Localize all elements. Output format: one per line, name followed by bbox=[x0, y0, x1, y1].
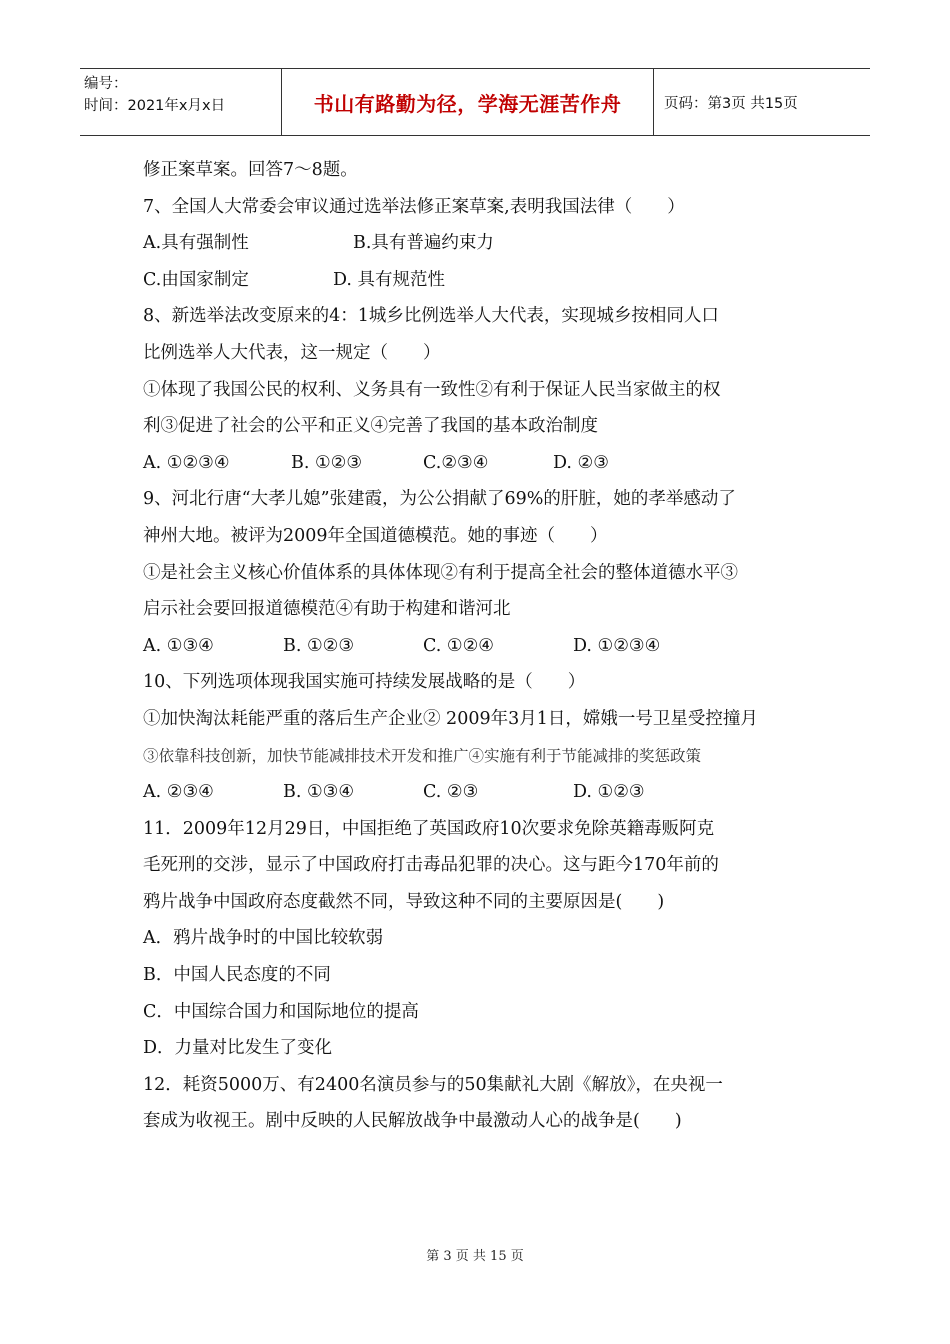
text-line: 毛死刑的交涉，显示了中国政府打击毒品犯罪的决心。这与距今170年前的 bbox=[143, 855, 719, 876]
option-item: C.由国家制定 bbox=[143, 269, 249, 290]
option-item: C.②③④ bbox=[423, 452, 489, 473]
options-line bbox=[143, 628, 813, 665]
options-line bbox=[143, 225, 813, 262]
option-item: A. ①②③④ bbox=[143, 452, 230, 473]
document-body bbox=[143, 152, 813, 1140]
option-item: D. ①②③④ bbox=[573, 635, 661, 656]
text-line: 鸦片战争中国政府态度截然不同，导致这种不同的主要原因是( ) bbox=[143, 891, 665, 912]
text-line: 神州大地。被评为2009年全国道德模范。她的事迹（ ） bbox=[143, 525, 608, 546]
text-line: 10、下列选项体现我国实施可持续发展战略的是（ ） bbox=[143, 672, 586, 693]
page-header-table bbox=[80, 68, 870, 136]
header-page-info: 页码：第3页 共15页 bbox=[664, 95, 798, 112]
doc-code-label: 编号： bbox=[84, 76, 128, 92]
option-item: A. ①③④ bbox=[143, 635, 214, 656]
text-line: 启示社会要回报道德模范④有助于构建和谐河北 bbox=[143, 599, 511, 620]
doc-time-label: 时间：2021年x月x日 bbox=[84, 98, 226, 114]
text-line: 8、新选举法改变原来的4：1城乡比例选举人大代表，实现城乡按相同人口 bbox=[143, 306, 719, 327]
option-item: C. ②③ bbox=[423, 782, 479, 803]
text-line: C．中国综合国力和国际地位的提高 bbox=[143, 1001, 419, 1022]
page-footer: 第 3 页 共 15 页 bbox=[426, 1249, 524, 1264]
option-item: D. ②③ bbox=[553, 452, 609, 473]
text-line: 利③促进了社会的公平和正义④完善了我国的基本政治制度 bbox=[143, 416, 598, 437]
option-item: B. ①②③ bbox=[291, 452, 363, 473]
options-line bbox=[143, 262, 813, 299]
options-line bbox=[143, 774, 813, 811]
option-item: C. ①②④ bbox=[423, 635, 494, 656]
header-motto: 书山有路勤为径，学海无涯苦作舟 bbox=[282, 69, 654, 135]
text-line: ①体现了我国公民的权利、义务具有一致性②有利于保证人民当家做主的权 bbox=[143, 379, 721, 400]
option-item: D. ①②③ bbox=[573, 782, 645, 803]
option-item: B. ①②③ bbox=[283, 635, 355, 656]
text-line: ③依靠科技创新，加快节能减排技术开发和推广④实施有利于节能减排的奖惩政策 bbox=[143, 746, 702, 765]
text-line: ①是社会主义核心价值体系的具体体现②有利于提高全社会的整体道德水平③ bbox=[143, 562, 738, 583]
text-line: ①加快淘汰耗能严重的落后生产企业② 2009年3月1日，嫦娥一号卫星受控撞月 bbox=[143, 708, 758, 729]
text-line: 套成为收视王。剧中反映的人民解放战争中最激动人心的战争是( ) bbox=[143, 1111, 682, 1132]
option-item: B.具有普遍约束力 bbox=[353, 233, 494, 254]
text-line: 比例选举人大代表，这一规定（ ） bbox=[143, 342, 441, 363]
option-item: B. ①③④ bbox=[283, 782, 355, 803]
text-line: D．力量对比发生了变化 bbox=[143, 1038, 333, 1059]
text-line: 9、河北行唐“大孝儿媳”张建霞，为公公捐献了69%的肝脏，她的孝举感动了 bbox=[143, 489, 736, 510]
header-meta-cell bbox=[80, 69, 282, 135]
text-line: 7、全国人大常委会审议通过选举法修正案草案,表明我国法律（ ） bbox=[143, 196, 685, 217]
option-item: D. 具有规范性 bbox=[333, 269, 446, 290]
option-item: A.具有强制性 bbox=[143, 233, 249, 254]
text-line: 12．耗资5000万、有2400名演员参与的50集献礼大剧《解放》，在央视一 bbox=[143, 1074, 723, 1095]
text-line: 11．2009年12月29日，中国拒绝了英国政府10次要求免除英籍毒贩阿克 bbox=[143, 818, 715, 839]
option-item: A. ②③④ bbox=[143, 782, 214, 803]
text-line: B．中国人民态度的不同 bbox=[143, 965, 331, 986]
text-line: 修正案草案。回答7～8题。 bbox=[143, 160, 358, 180]
text-line: A．鸦片战争时的中国比较软弱 bbox=[143, 928, 384, 949]
options-line bbox=[143, 445, 813, 482]
